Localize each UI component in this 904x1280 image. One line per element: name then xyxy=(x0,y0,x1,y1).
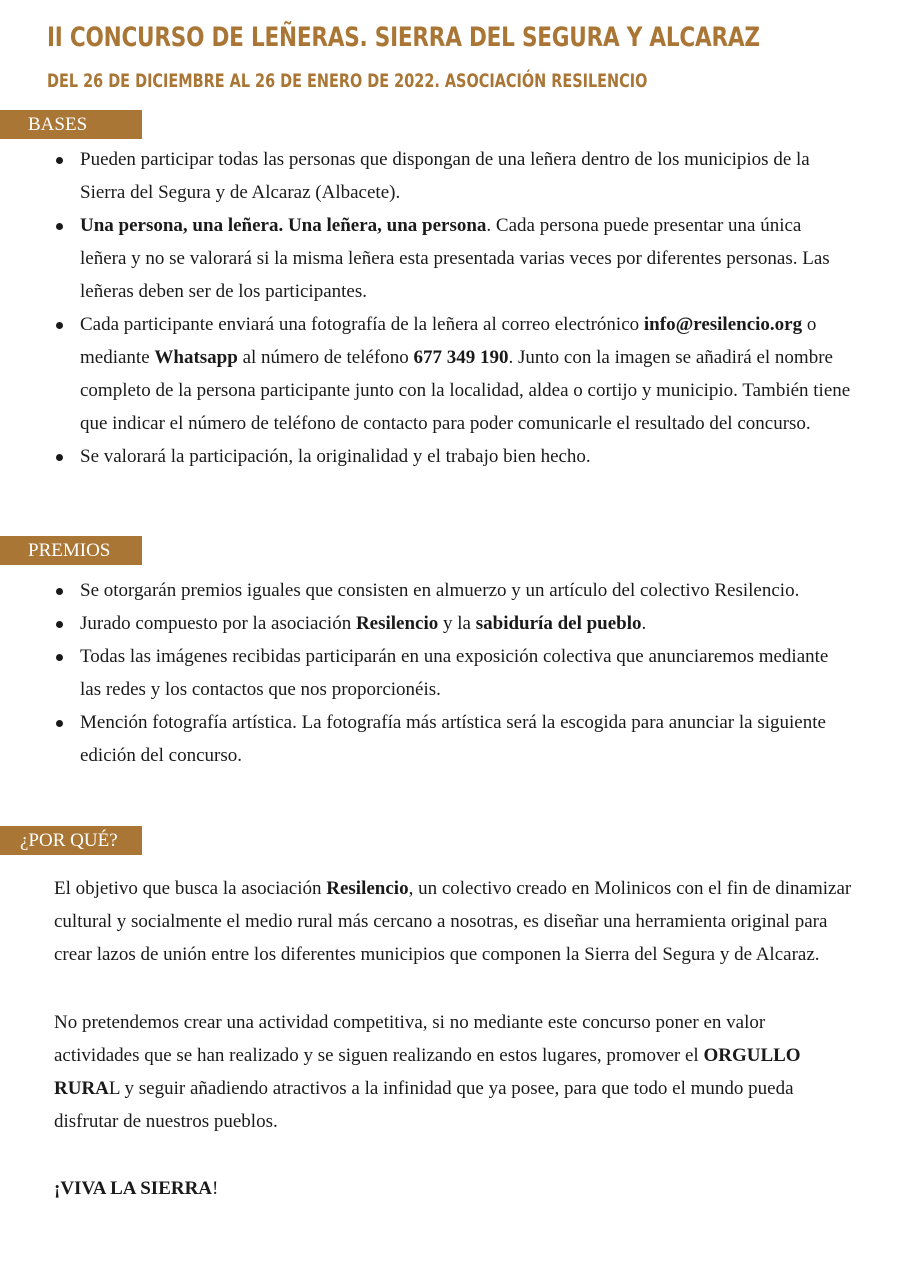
bases-item-text: Cada participante enviará una fotografía de la leñera al correo electrónico xyxy=(80,314,644,335)
paragraph-text: No pretendemos crear una actividad competitiva, si no mediante este concurso poner en valor actividades que se han realizado y se siguen realizando en estos lugares, promover el xyxy=(54,1012,766,1066)
list-item xyxy=(52,308,852,440)
bases-item-text: . Junto con la imagen se añadirá el nombre completo de la persona participante junto con la localidad, aldea o cortijo y municipio. También tiene que indicar el número de teléfono de contacto para poder comunicarle el resultado del concurso. xyxy=(80,347,851,434)
bases-list xyxy=(52,143,852,473)
premios-item-text: Jurado compuesto por la asociación xyxy=(80,613,356,634)
list-item xyxy=(52,143,852,209)
closing-text: ! xyxy=(212,1178,219,1199)
bases-item-bold: Una persona, una leñera. Una leñera, una persona xyxy=(80,215,487,236)
paragraph-text: , un colectivo creado en Molinicos con el fin de dinamizar cultural y socialmente el medio rural más cercano a nosotras, es diseñar una herramienta original para crear lazos de unión entre los diferentes municipios que componen la Sierra del Segura y de Alcaraz. xyxy=(54,878,852,965)
bases-item-text: Pueden participar todas las personas que dispongan de una leñera dentro de los municipios de la Sierra del Segura y de Alcaraz (Albacete). xyxy=(80,149,810,203)
list-item xyxy=(52,209,852,308)
list-item xyxy=(52,440,852,473)
section-label-porque: ¿POR QUÉ? xyxy=(0,826,142,855)
page-title: II CONCURSO DE LEÑERAS. SIERRA DEL SEGURA Y ALCARAZ xyxy=(47,22,760,53)
contact-phone: 677 349 190 xyxy=(413,347,509,368)
section-label-bases: BASES xyxy=(0,110,142,139)
paragraph-bold: ORGULLO RURA xyxy=(54,1045,801,1099)
contact-whatsapp: Whatsapp xyxy=(154,347,238,368)
paragraph-bold: Resilencio xyxy=(326,878,409,899)
list-item xyxy=(52,706,852,772)
premios-list xyxy=(52,574,852,772)
list-item xyxy=(52,574,852,607)
list-item xyxy=(52,640,852,706)
paragraph-text: El objetivo que busca la asociación xyxy=(54,878,327,899)
contact-email: info@resilencio.org xyxy=(643,314,803,335)
premios-item-bold: sabiduría del pueblo xyxy=(475,613,642,634)
paragraph-text: L y seguir añadiendo atractivos a la infinidad que ya posee, para que todo el mundo pueda disfrutar de nuestros pueblos. xyxy=(54,1078,794,1132)
page-subtitle: DEL 26 DE DICIEMBRE AL 26 DE ENERO DE 2022. ASOCIACIÓN RESILENCIO xyxy=(47,70,648,92)
premios-item-text: Se otorgarán premios iguales que consisten en almuerzo y un artículo del colectivo Resilencio. xyxy=(80,580,800,601)
section-label-premios: PREMIOS xyxy=(0,536,142,565)
closing-line xyxy=(54,1172,854,1205)
bases-item-text: o mediante xyxy=(80,314,817,368)
bases-item-text: al número de teléfono xyxy=(237,347,414,368)
premios-item-text: y la xyxy=(438,613,476,634)
premios-item-text: Todas las imágenes recibidas participarán en una exposición colectiva que anunciaremos mediante las redes y los contactos que nos proporcionéis. xyxy=(80,646,829,700)
bases-item-text: Se valorará la participación, la originalidad y el trabajo bien hecho. xyxy=(80,446,591,467)
premios-item-text: Mención fotografía artística. La fotografía más artística será la escogida para anunciar la siguiente edición del concurso. xyxy=(80,712,826,766)
porque-paragraph-1 xyxy=(54,872,854,971)
list-item xyxy=(52,607,852,640)
porque-paragraph-2 xyxy=(54,1006,854,1138)
premios-item-text: . xyxy=(641,613,647,634)
premios-item-bold: Resilencio xyxy=(355,613,439,634)
closing-bold: ¡VIVA LA SIERRA xyxy=(54,1178,213,1199)
bases-item-text: . Cada persona puede presentar una única leñera y no se valorará si la misma leñera esta presentada varias veces por diferentes personas. Las leñeras deben ser de los participantes. xyxy=(80,215,830,302)
